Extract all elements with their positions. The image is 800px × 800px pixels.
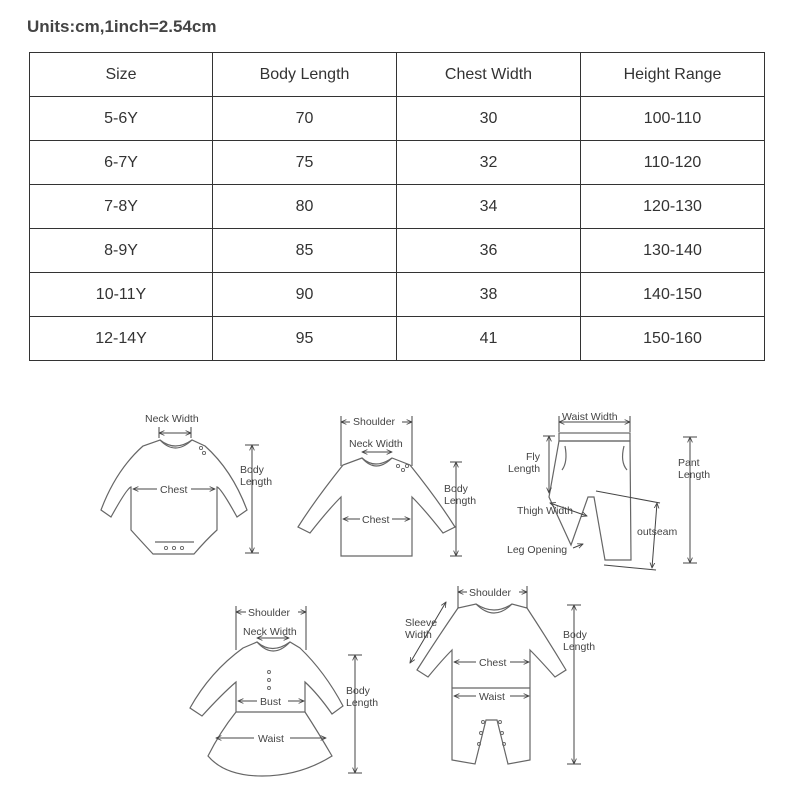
cell-height-range: 150-160 [581, 317, 765, 361]
sweater-neck-width-label: Neck Width [349, 438, 403, 450]
romper-length-label: Length [563, 641, 596, 653]
sweater-outline [298, 458, 455, 556]
cell-body-length: 85 [213, 229, 397, 273]
table-row [30, 317, 765, 361]
pants-waistband [559, 433, 630, 441]
pants-diagram [507, 411, 710, 570]
header-chest-width: Chest Width [397, 53, 581, 97]
cell-body-length: 95 [213, 317, 397, 361]
table-row [30, 97, 765, 141]
bodysuit-neck-width-label: Neck Width [145, 413, 199, 425]
bodysuit-diagram [101, 413, 272, 554]
header-body-length: Body Length [213, 53, 397, 97]
table-row [30, 185, 765, 229]
cell-height-range: 120-130 [581, 185, 765, 229]
dress-neck-width-label: Neck Width [243, 626, 297, 638]
pants-length-label: Length [678, 469, 711, 481]
pants-waist-width-label: Waist Width [562, 411, 618, 423]
size-chart-table [29, 52, 765, 361]
romper-diagram [405, 585, 595, 764]
dress-body-label: Body [346, 685, 370, 697]
cell-size: 6-7Y [30, 141, 213, 185]
cell-body-length: 80 [213, 185, 397, 229]
cell-height-range: 110-120 [581, 141, 765, 185]
cell-size: 8-9Y [30, 229, 213, 273]
cell-chest-width: 34 [397, 185, 581, 229]
cell-chest-width: 30 [397, 97, 581, 141]
romper-chest-label: Chest [479, 657, 507, 669]
dress-length-label: Length [346, 697, 379, 709]
dress-shoulder-label: Shoulder [248, 607, 291, 619]
pants-leg-opening-label: Leg Opening [507, 544, 568, 556]
romper-body-label: Body [563, 629, 587, 641]
cell-height-range: 130-140 [581, 229, 765, 273]
header-height-range: Height Range [581, 53, 765, 97]
bodysuit-chest-label: Chest [160, 484, 188, 496]
sweater-shoulder-label: Shoulder [353, 416, 396, 428]
cell-size: 10-11Y [30, 273, 213, 317]
measurement-diagrams [0, 380, 800, 800]
cell-chest-width: 41 [397, 317, 581, 361]
table-row [30, 141, 765, 185]
dress-diagram [190, 605, 378, 776]
pants-thigh-width-label: Thigh Width [517, 505, 574, 517]
romper-width-label: Width [405, 629, 432, 641]
cell-size: 7-8Y [30, 185, 213, 229]
sweater-body-label: Body [444, 483, 468, 495]
dress-waist-label: Waist [258, 733, 284, 745]
cell-chest-width: 36 [397, 229, 581, 273]
sweater-length-label: Length [444, 495, 477, 507]
bodysuit-length-label: Length [240, 476, 273, 488]
cell-chest-width: 38 [397, 273, 581, 317]
dress-bust-label: Bust [260, 696, 282, 708]
pants-outseam-label: outseam [637, 526, 678, 538]
cell-chest-width: 32 [397, 141, 581, 185]
units-note: Units:cm,1inch=2.54cm [27, 17, 217, 36]
sweater-diagram [298, 415, 476, 556]
cell-size: 5-6Y [30, 97, 213, 141]
pants-fly-length-label: Length [508, 463, 541, 475]
cell-body-length: 75 [213, 141, 397, 185]
bodysuit-outline [101, 440, 247, 554]
cell-height-range: 140-150 [581, 273, 765, 317]
romper-outline [417, 604, 566, 764]
dress-outline [190, 642, 343, 776]
table-row [30, 273, 765, 317]
romper-shoulder-label: Shoulder [469, 587, 512, 599]
pants-fly-label: Fly [526, 451, 540, 463]
cell-body-length: 70 [213, 97, 397, 141]
sweater-chest-label: Chest [362, 514, 390, 526]
header-size: Size [30, 53, 213, 97]
cell-body-length: 90 [213, 273, 397, 317]
pants-pant-label: Pant [678, 457, 700, 469]
pants-outline [549, 441, 631, 560]
romper-sleeve-label: Sleeve [405, 617, 438, 629]
romper-waist-label: Waist [479, 691, 505, 703]
cell-size: 12-14Y [30, 317, 213, 361]
table-header-row [30, 53, 765, 97]
bodysuit-body-label: Body [240, 464, 264, 476]
cell-height-range: 100-110 [581, 97, 765, 141]
table-row [30, 229, 765, 273]
